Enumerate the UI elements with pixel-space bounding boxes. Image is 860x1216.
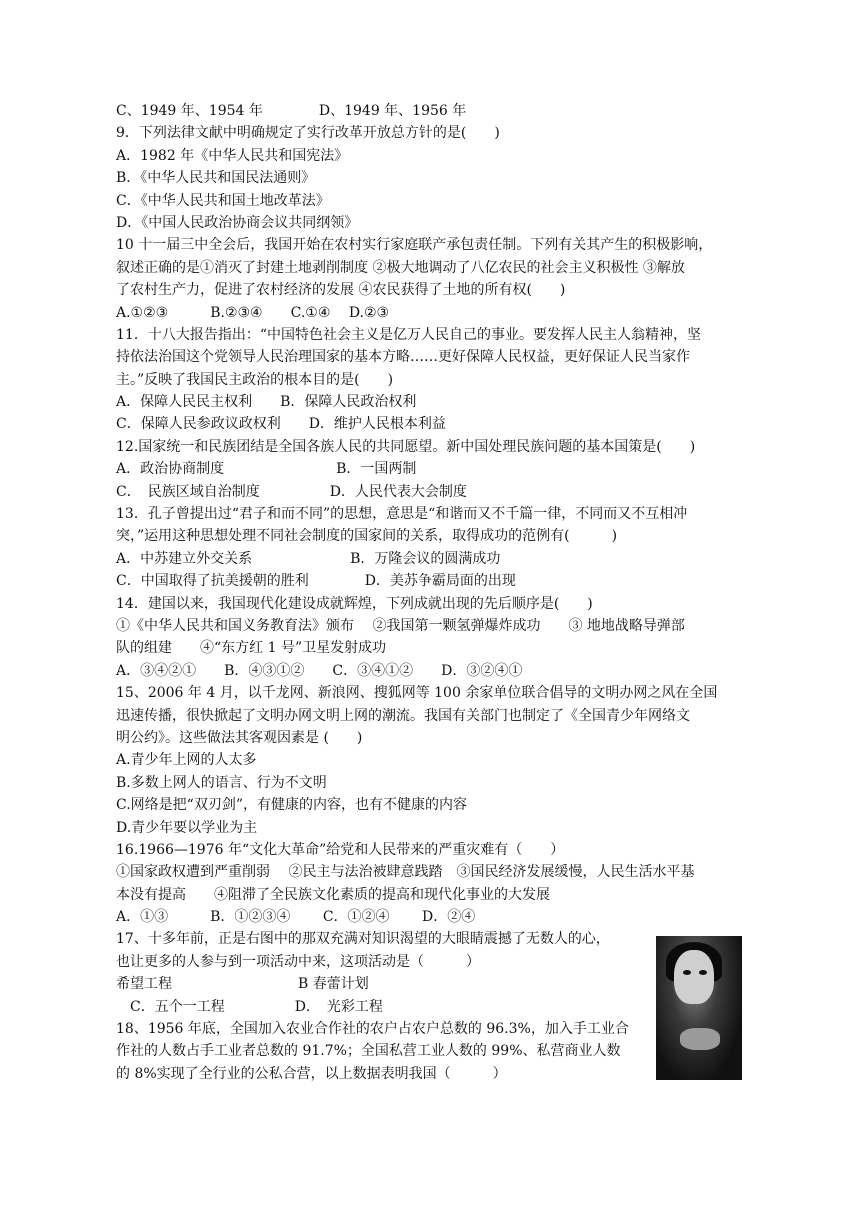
question-18-text: 作社的人数占手工业者总数的 91.7%；全国私营工业人数的 99%、私营商业人数 xyxy=(116,1043,621,1060)
question-11: 11．十八大报告指出：“中国特色社会主义是亿万人民自己的事业。要发挥人民主人翁精神，坚 xyxy=(116,326,701,343)
question-14-text: 队的组建 ④“东方红 1 号”卫星发射成功 xyxy=(116,640,387,657)
question-11-text: 主。”反映了我国民主政治的根本目的是( ) xyxy=(116,371,394,388)
question-10-text: 了农村生产力，促进了农村经济的发展 ④农民获得了土地的所有权( ) xyxy=(116,282,566,299)
question-18: 18、1956 年底，全国加入农业合作社的农户占农户总数的 96.3%，加入手工业合 xyxy=(116,1021,629,1038)
option-line: C．五个一工程 D． 光彩工程 xyxy=(116,998,383,1015)
question-16-text: 本没有提高 ④阻滞了全民族文化素质的提高和现代化事业的大发展 xyxy=(116,886,550,903)
option-line: 希望工程 B 春蕾计划 xyxy=(116,976,369,993)
question-15: 15、2006 年 4 月，以千龙网、新浪网、搜狐网等 100 余家单位联合倡导的文明办网之风在全国 xyxy=(116,685,718,702)
question-13-text: 突，”运用这种思想处理不同社会制度的国家间的关系，取得成功的范例有( ) xyxy=(116,528,618,545)
question-10-text: 叙述正确的是①消灭了封建土地剥削制度 ②极大地调动了八亿农民的社会主义积极性 ③解放 xyxy=(116,259,685,276)
question-14: 14．建国以来，我国现代化建设成就辉煌，下列成就出现的先后顺序是( ) xyxy=(116,595,593,612)
option-line: A．中苏建立外交关系 B．万隆会议的圆满成功 xyxy=(116,550,501,567)
option-line: A．保障人民民主权利 B．保障人民政治权利 xyxy=(116,394,417,411)
girl-photo xyxy=(656,936,742,1080)
option-line: C．保障人民参政议政权利 D．维护人民根本利益 xyxy=(116,416,446,433)
option-line: B.多数上网人的语言、行为不文明 xyxy=(116,774,327,791)
option-line: C． 民族区域自治制度 D．人民代表大会制度 xyxy=(116,483,467,500)
option-line: D.青少年要以学业为主 xyxy=(116,819,258,836)
document-page xyxy=(116,100,742,1085)
photo-face xyxy=(674,950,714,1004)
option-line: A．1982 年《中华人民共和国宪法》 xyxy=(116,147,349,164)
option-line: A．①③ B．①②③④ C．①②④ D．②④ xyxy=(116,909,476,926)
option-line: D．《中国人民政治协商会议共同纲领》 xyxy=(116,214,359,231)
option-line: C．《中华人民共和国土地改革法》 xyxy=(116,192,330,209)
question-13: 13．孔子曾提出过“君子和而不同”的思想，意思是“和谐而又不千篇一律，不同而又不互相冲 xyxy=(116,506,688,523)
photo-hand xyxy=(680,1028,720,1050)
option-line: A．政治协商制度 B．一国两制 xyxy=(116,461,417,478)
question-9: 9．下列法律文献中明确规定了实行改革开放总方针的是( ) xyxy=(116,125,500,142)
question-14-text: ①《中华人民共和国义务教育法》颁布 ②我国第一颗氢弹爆炸成功 ③ 地地战略导弹部 xyxy=(116,617,685,634)
option-line: A.青少年上网的人太多 xyxy=(116,752,257,769)
question-16: 16.1966—1976 年“文化大革命”给党和人民带来的严重灾难有（ ） xyxy=(116,841,565,858)
photo-eye-right xyxy=(699,970,707,975)
question-10: 10 十一届三中全会后，我国开始在农村实行家庭联产承包责任制。下列有关其产生的积极影响， xyxy=(116,237,713,254)
question-12: 12.国家统一和民族团结是全国各族人民的共同愿望。新中国处理民族问题的基本国策是( ) xyxy=(116,438,696,455)
question-15-text: 明公约》。这些做法其客观因素是 ( ) xyxy=(116,729,363,746)
question-16-text: ①国家政权遭到严重削弱 ②民主与法治被肆意践踏 ③国民经济发展缓慢，人民生活水平基 xyxy=(116,864,695,881)
question-18-text: 的 8%实现了全行业的公私合营，以上数据表明我国（ ） xyxy=(116,1065,507,1082)
option-line: B．《中华人民共和国民法通则》 xyxy=(116,170,316,187)
option-line: C．中国取得了抗美援朝的胜利 D．美苏争霸局面的出现 xyxy=(116,573,516,590)
option-line: A．③④②① B．④③①② C．③④①② D．③②④① xyxy=(116,662,523,679)
question-11-text: 持依法治国这个党领导人民治理国家的基本方略……更好保障人民权益，更好保证人民当家作 xyxy=(116,349,690,366)
question-17-text: 也让更多的人参与到一项活动中来，这项活动是（ ） xyxy=(116,953,480,970)
option-line: C.网络是把“双刃剑”，有健康的内容，也有不健康的内容 xyxy=(116,797,467,814)
photo-eye-left xyxy=(683,970,691,975)
question-17: 17、十多年前，正是右图中的那双充满对知识渴望的大眼睛震撼了无数人的心， xyxy=(116,931,610,948)
option-line: A.①②③ B.②③④ C.①④ D.②③ xyxy=(116,304,390,321)
option-line: C、1949 年、1954 年 D、1949 年、1956 年 xyxy=(116,103,467,119)
question-15-text: 迅速传播，很快掀起了文明办网文明上网的潮流。我国有关部门也制定了《全国青少年网络文 xyxy=(116,707,690,724)
